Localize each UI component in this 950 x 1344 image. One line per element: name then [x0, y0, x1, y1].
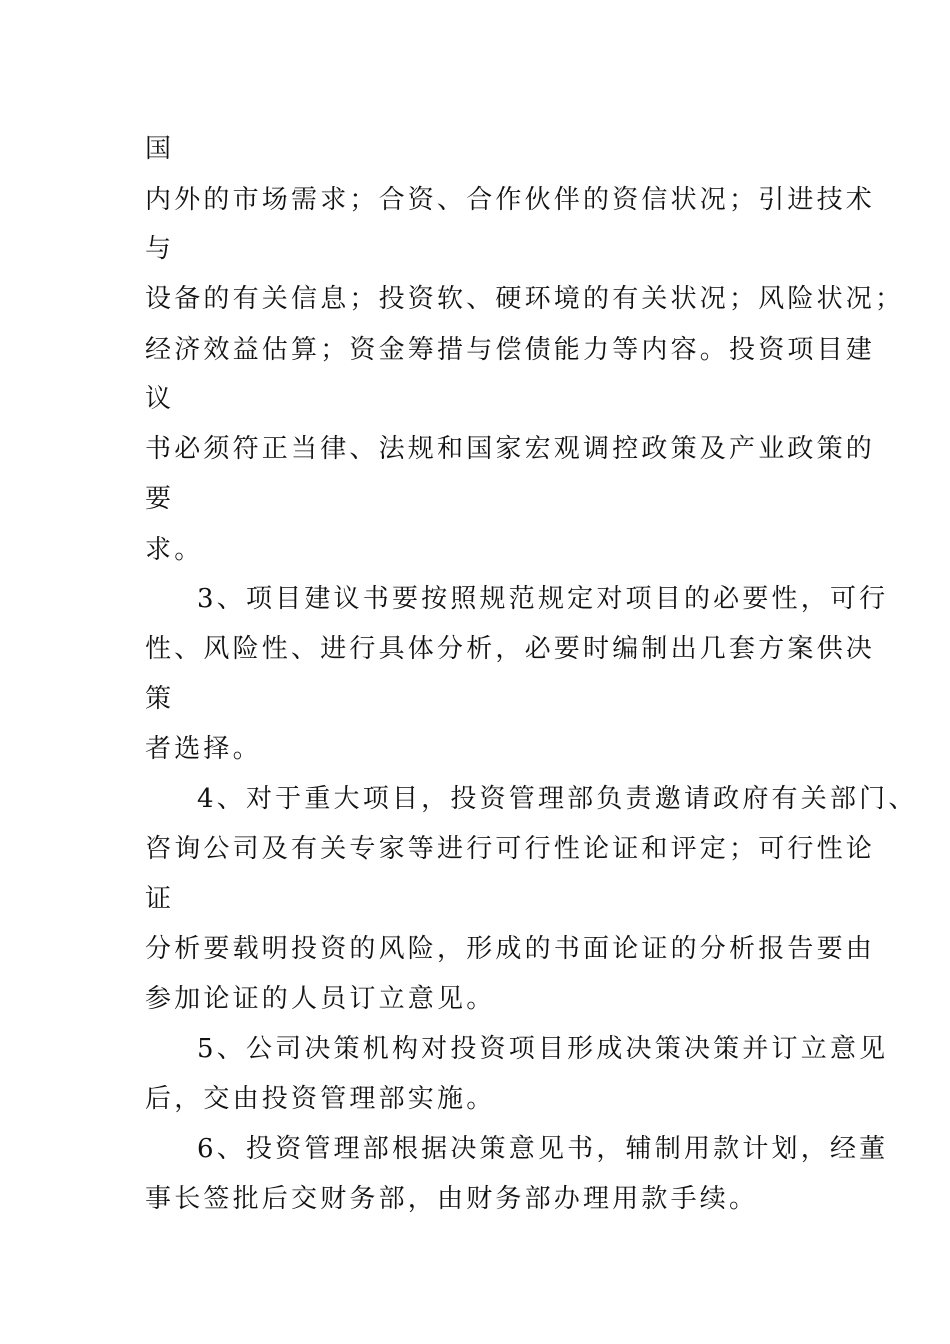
text-line: 与 — [145, 234, 175, 264]
text-line: 者选择。 — [145, 734, 262, 764]
text-line: 事长签批后交财务部，由财务部办理用款手续。 — [145, 1184, 759, 1214]
text-line: 经济效益估算；资金筹措与偿债能力等内容。投资项目建 — [145, 335, 876, 365]
paragraph-5-start: 5、公司决策机构对投资项目形成决策决策并订立意见 — [197, 1034, 889, 1064]
text-line: 证 — [145, 884, 175, 914]
text-line: 后，交由投资管理部实施。 — [145, 1084, 496, 1114]
text-line: 议 — [145, 384, 175, 414]
text-line: 要 — [145, 484, 175, 514]
text-line: 设备的有关信息；投资软、硬环境的有关状况；风险状况； — [145, 284, 905, 314]
paragraph-6-start: 6、投资管理部根据决策意见书，辅制用款计划，经董 — [197, 1134, 889, 1164]
paragraph-4-start: 4、对于重大项目，投资管理部负责邀请政府有关部门、 — [197, 784, 918, 814]
text-line: 参加论证的人员订立意见。 — [145, 984, 496, 1014]
text-line: 性、风险性、进行具体分析，必要时编制出几套方案供决 — [145, 634, 876, 664]
text-line: 国 — [145, 134, 175, 164]
text-line: 内外的市场需求；合资、合作伙伴的资信状况；引进技术 — [145, 185, 876, 215]
text-line: 分析要载明投资的风险，形成的书面论证的分析报告要由 — [145, 934, 876, 964]
text-line: 求。 — [145, 535, 204, 565]
text-line: 策 — [145, 684, 175, 714]
text-line: 咨询公司及有关专家等进行可行性论证和评定；可行性论 — [145, 834, 876, 864]
text-line: 书必须符正当律、法规和国家宏观调控政策及产业政策的 — [145, 434, 876, 464]
paragraph-3-start: 3、项目建议书要按照规范规定对项目的必要性，可行 — [197, 584, 889, 614]
